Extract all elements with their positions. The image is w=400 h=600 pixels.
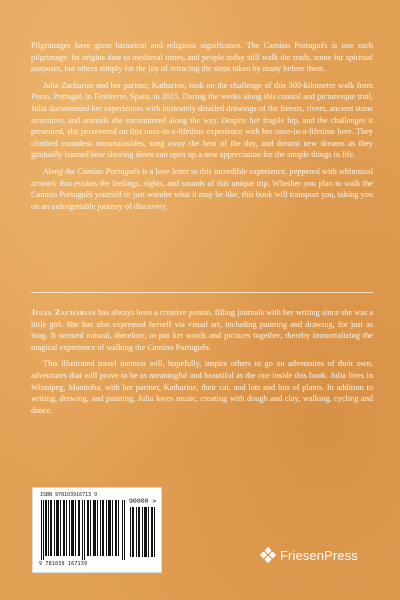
price-addon-bars bbox=[130, 507, 155, 557]
blurb-paragraph-2: Julia Zacharias and her partner, Katharine, took on the challenge of this 300-kilometre walk from Porto, Portugal, to Finisterre, Spain, in 2015. During the weeks along this coastal and picturesque trail, Julia documented her experiences with intricately detailed drawings of the forests, rivers, ancient stone structures, and animals she encountered along the way. Despite her fragile hip, and the challenges it presented, she persevered on this once-in-a-lifetime experience with her once-in-a-lifetime love. They climbed countless mountainsides, sang away the heat of the day, and dreamt new dreams as they gradually learned how slowing down can open up a new appreciation for the simple things in life. bbox=[31, 80, 373, 160]
section-divider bbox=[31, 292, 373, 293]
isbn-barcode bbox=[32, 487, 162, 573]
book-blurb bbox=[31, 40, 373, 217]
blurb-paragraph-3 bbox=[31, 166, 373, 212]
publisher-name: FriesenPress bbox=[280, 547, 358, 563]
friesenpress-logo-icon bbox=[259, 546, 277, 564]
bio-paragraph-1 bbox=[31, 307, 373, 353]
book-title-italic: Along the Camino Português bbox=[43, 166, 140, 176]
barcode-digits: 9 781039 167139 bbox=[39, 561, 88, 567]
barcode-bars bbox=[40, 500, 126, 560]
blurb-paragraph-3-text: is a love letter to this incredible experience, peppered with whimsical artwork that evokes the feelings, sights, and sounds of this unique trip. Whether you plan to walk the Camino Português yourself or just wonder what it may be like, this book will transport you, taking you on an unforgettable journey of discovery. bbox=[31, 166, 374, 211]
bio-paragraph-1-text: has always been a creative person, filling journals with her writing since she was a little girl. She has also expressed herself via visual art, including painting and drawing, for just as long. It seemed natural, therefore, to put her words and pictures together, thereby immortalizing the magical experience of walking the Camino Português. bbox=[31, 308, 373, 352]
publisher-logo-block bbox=[259, 546, 358, 564]
isbn-number: ISBN 978103916713 9 bbox=[40, 492, 98, 498]
author-bio bbox=[31, 307, 373, 421]
author-name: Julia Zacharias bbox=[31, 308, 96, 317]
blurb-paragraph-1: Pilgrimages have great historical and religious significance. The Camino Português is one such pilgrimage. Its origins date to medieval times, and people today still walk the trails, some for spiritual purposes, but others simply for the joy of retracing the steps taken by many before them. bbox=[31, 41, 373, 74]
price-code: 90000 > bbox=[129, 497, 157, 505]
bio-paragraph-2: This illustrated travel memoir will, hopefully, inspire others to go on adventures of their own, adventures that will prove to be as meaningful and beautiful as the one inside this book. Julia lives in Winnipeg, Manitoba, with her partner, Katharine, their cat, and lots and lots of plants. In addition to writing, drawing, and painting, Julia loves music, creating with dough and clay, walking, cycling and dance. bbox=[31, 359, 373, 415]
